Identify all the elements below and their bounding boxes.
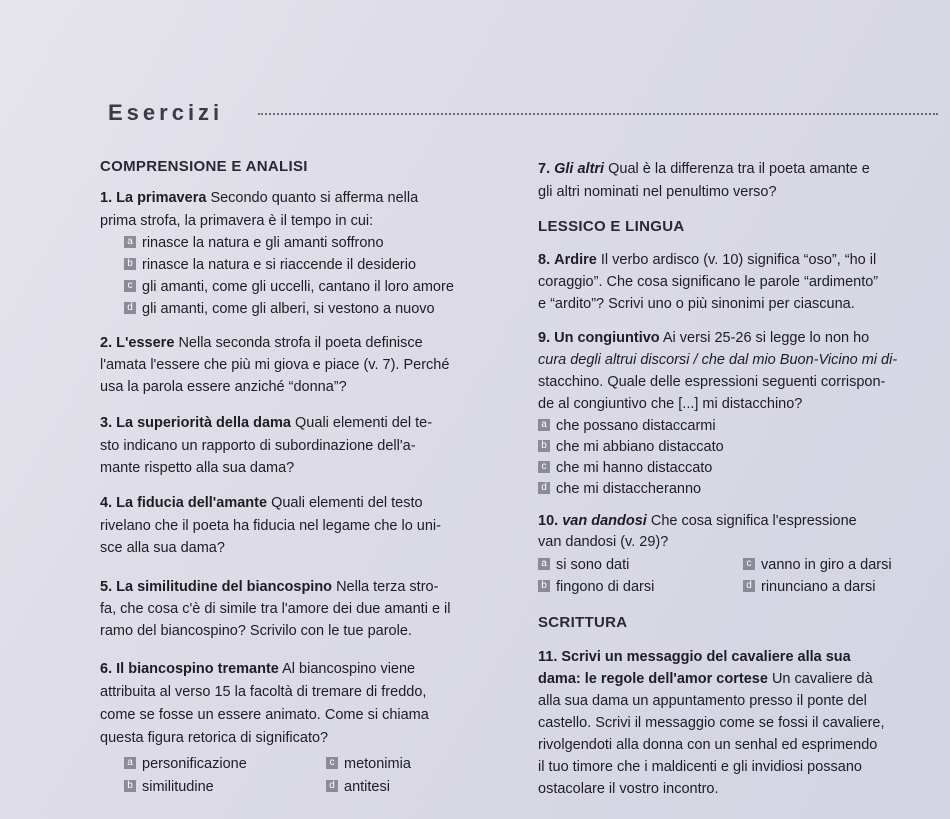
- q4-line2: rivelano che il poeta ha fiducia nel legame che lo uni-: [100, 518, 441, 534]
- q6-title: Il biancospino tremante: [116, 661, 279, 677]
- q11-line2: dama: le regole dell'amor cortese Un cavaliere dà: [538, 671, 873, 687]
- q6-line1: 6. Il biancospino tremante Al biancospino viene: [100, 661, 416, 677]
- q1-title: La primavera: [116, 190, 207, 206]
- q6-option-a[interactable]: a personificazione: [124, 755, 247, 773]
- q9-option-b[interactable]: b che mi abbiano distaccato: [538, 438, 724, 456]
- q5-title: La similitudine del biancospino: [116, 579, 333, 595]
- q11-line3: alla sua dama un appuntamento presso il ponte del: [538, 693, 867, 709]
- q10-line2: van dandosi (v. 29)?: [538, 534, 669, 550]
- q1-option-c[interactable]: c gli amanti, come gli uccelli, cantano il loro amore: [124, 278, 454, 296]
- q11-line6: il tuo timore che i maldicenti e gli invidiosi possano: [538, 759, 862, 775]
- q6-option-d[interactable]: d antitesi: [326, 778, 390, 796]
- q10-option-d[interactable]: d rinunciano a darsi: [743, 578, 875, 596]
- q2-line3: usa la parola essere anziché “donna”?: [100, 379, 347, 395]
- q8-title: Ardire: [554, 252, 597, 268]
- q2-line2: l'amata l'essere che più mi giova e piace (v. 7). Perché: [100, 357, 450, 373]
- q5-line3: ramo del biancospino? Scrivilo con le tue parole.: [100, 623, 412, 639]
- q9-option-d[interactable]: d che mi distaccheranno: [538, 480, 701, 498]
- q1-line2: prima strofa, la primavera è il tempo in cui:: [100, 213, 374, 229]
- q7-line1: 7. Gli altri Qual è la differenza tra il poeta amante e: [538, 161, 870, 177]
- q9-option-c[interactable]: c che mi hanno distaccato: [538, 459, 712, 477]
- q9-title: Un congiuntivo: [554, 330, 660, 346]
- q6-line4: questa figura retorica di significato?: [100, 730, 329, 746]
- q3-line2: sto indicano un rapporto di subordinazione dell'a-: [100, 438, 416, 454]
- title-divider: [258, 113, 938, 115]
- page-title: Esercizi: [108, 100, 224, 125]
- q3-line1: 3. La superiorità della dama Quali elementi del te-: [100, 415, 433, 431]
- section-lessico: LESSICO E LINGUA: [538, 218, 685, 235]
- q8-line1: 8. Ardire Il verbo ardisco (v. 10) significa “oso”, “ho il: [538, 252, 877, 268]
- q4-line1: 4. La fiducia dell'amante Quali elementi del testo: [100, 495, 423, 511]
- q2-title: L'essere: [116, 335, 175, 351]
- q9-option-a[interactable]: a che possano distaccarmi: [538, 417, 716, 435]
- q7-line2: gli altri nominati nel penultimo verso?: [538, 184, 777, 200]
- q11-line7: ostacolare il vostro incontro.: [538, 781, 719, 797]
- q10-line1: 10. van dandosi Che cosa significa l'espressione: [538, 513, 857, 529]
- q11-line1: 11. Scrivi un messaggio del cavaliere alla sua: [538, 649, 851, 665]
- q9-line1: 9. Un congiuntivo Ai versi 25-26 si legge lo non ho: [538, 330, 870, 346]
- q1-option-b[interactable]: b rinasce la natura e si riaccende il desiderio: [124, 256, 416, 274]
- section-comprensione: COMPRENSIONE E ANALISI: [100, 158, 308, 175]
- q6-line3: come se fosse un essere animato. Come si chiama: [100, 707, 429, 723]
- q11-line5: rivolgendoti alla donna con un senhal ed esprimendo: [538, 737, 878, 753]
- q5-line2: fa, che cosa c'è di simile tra l'amore dei due amanti e il: [100, 601, 451, 617]
- section-scrittura: SCRITTURA: [538, 614, 628, 631]
- q1-line1: 1. La primavera Secondo quanto si afferma nella: [100, 190, 419, 206]
- q4-line3: sce alla sua dama?: [100, 540, 225, 556]
- q8-line2: coraggio”. Che cosa significano le parole “ardimento”: [538, 274, 879, 290]
- q6-line2: attribuita al verso 15 la facoltà di tremare di freddo,: [100, 684, 427, 700]
- q1-option-a[interactable]: a rinasce la natura e gli amanti soffrono: [124, 234, 384, 252]
- q3-title: La superiorità della dama: [116, 415, 291, 431]
- q9-line3: stacchino. Quale delle espressioni seguenti corrispon-: [538, 374, 886, 390]
- q6-option-c[interactable]: c metonimia: [326, 755, 411, 773]
- q1-option-d[interactable]: d gli amanti, come gli alberi, si vestono a nuovo: [124, 300, 435, 318]
- q5-line1: 5. La similitudine del biancospino Nella terza stro-: [100, 579, 439, 595]
- q4-title: La fiducia dell'amante: [116, 495, 268, 511]
- q10-option-a[interactable]: a si sono dati: [538, 556, 629, 574]
- q10-option-b[interactable]: b fingono di darsi: [538, 578, 654, 596]
- q9-line2: cura degli altrui discorsi / che dal mio Buon-Vicino mi di-: [538, 352, 898, 368]
- q9-line4: de al congiuntivo che [...] mi distacchino?: [538, 396, 803, 412]
- q10-title: van dandosi: [562, 513, 647, 529]
- q11-line4: castello. Scrivi il messaggio come se fossi il cavaliere,: [538, 715, 885, 731]
- q3-line3: mante rispetto alla sua dama?: [100, 460, 295, 476]
- q8-line3: e “ardito”? Scrivi uno o più sinonimi per ciascuna.: [538, 296, 855, 312]
- q2-line1: 2. L'essere Nella seconda strofa il poeta definisce: [100, 335, 423, 351]
- q10-option-c[interactable]: c vanno in giro a darsi: [743, 556, 892, 574]
- q7-title: Gli altri: [554, 161, 605, 177]
- q6-option-b[interactable]: b similitudine: [124, 778, 214, 796]
